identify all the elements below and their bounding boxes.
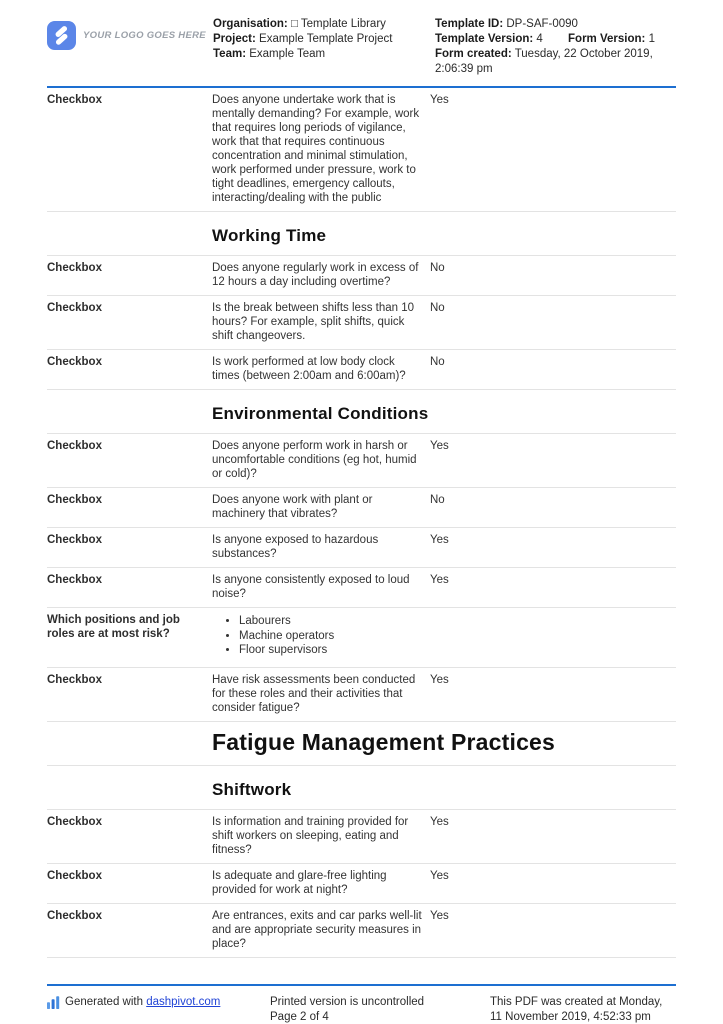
row-answer: Yes	[430, 94, 449, 106]
table-row	[47, 568, 676, 608]
template-id-value: DP-SAF-0090	[506, 18, 578, 30]
template-id-label: Template ID:	[435, 18, 504, 30]
form-version-value: 1	[648, 33, 655, 45]
bullet-list	[212, 614, 424, 657]
row-question	[212, 613, 430, 661]
section-row	[47, 212, 676, 256]
row-question: Is anyone consistently exposed to loud noise?	[212, 574, 410, 600]
form-created-label: Form created:	[435, 48, 512, 60]
row-label: Checkbox	[47, 870, 102, 882]
bar-chart-icon	[47, 996, 60, 1009]
row-answer: Yes	[430, 910, 449, 922]
template-version-pair	[435, 33, 546, 45]
row-label: Checkbox	[47, 302, 102, 314]
row-answer: Yes	[430, 870, 449, 882]
section-row	[47, 722, 676, 766]
table-row	[47, 864, 676, 904]
logo-block	[47, 17, 213, 50]
footer-generated	[47, 995, 270, 1024]
row-question: Does anyone work with plant or machinery that vibrates?	[212, 494, 373, 520]
project-value: Example Template Project	[259, 33, 393, 45]
header-meta-left	[213, 17, 435, 62]
pdf-created-text: This PDF was created at Monday, 11 November 2019, 4:52:33 pm	[490, 996, 663, 1023]
row-question: Is anyone exposed to hazardous substances?	[212, 534, 379, 560]
table-row	[47, 904, 676, 958]
row-question: Does anyone regularly work in excess of 12 hours a day including overtime?	[212, 262, 419, 288]
table-row	[47, 488, 676, 528]
row-label: Checkbox	[47, 262, 102, 274]
row-answer	[430, 613, 676, 661]
bullet-item: • Floor supervisors	[239, 643, 424, 657]
form-created-line	[435, 47, 676, 77]
organisation-line	[213, 17, 435, 32]
generated-with-text	[65, 995, 220, 1010]
table-row	[47, 608, 676, 668]
row-label: Which positions and job roles are at most risk?	[47, 614, 180, 640]
row-question: Does anyone perform work in harsh or uncomfortable conditions (eg hot, humid or cold)?	[212, 440, 417, 480]
row-answer: Yes	[430, 534, 449, 546]
table-row	[47, 528, 676, 568]
uncontrolled-text: Printed version is uncontrolled	[270, 996, 425, 1008]
row-answer: No	[430, 262, 445, 274]
organisation-label: Organisation:	[213, 18, 288, 30]
company-logo-icon	[47, 21, 76, 50]
row-answer: Yes	[430, 440, 449, 452]
table-row	[47, 256, 676, 296]
table-row	[47, 668, 676, 722]
row-label: Checkbox	[47, 534, 102, 546]
table-row	[47, 296, 676, 350]
table-row	[47, 810, 676, 864]
footer-created-at	[490, 995, 676, 1024]
table-row	[47, 88, 676, 212]
section-row	[47, 390, 676, 434]
row-label: Checkbox	[47, 356, 102, 368]
logo-placeholder-text: YOUR LOGO GOES HERE	[83, 30, 206, 41]
section-heading: Shiftwork	[212, 780, 292, 799]
page-header	[47, 0, 676, 88]
form-version-label: Form Version:	[568, 33, 646, 45]
row-question: Is the break between shifts less than 10 hours? For example, split shifts, quick shift changeovers.	[212, 302, 415, 342]
row-question: Are entrances, exits and car parks well-lit and are appropriate security measures in place?	[212, 910, 422, 950]
row-question: Is adequate and glare-free lighting provided for work at night?	[212, 870, 387, 896]
bullet-item: • Labourers	[239, 614, 424, 628]
team-label: Team:	[213, 48, 247, 60]
table-row	[47, 350, 676, 390]
row-question: Is work performed at low body clock times (between 2:00am and 6:00am)?	[212, 356, 406, 382]
row-label: Checkbox	[47, 674, 102, 686]
row-label: Checkbox	[47, 440, 102, 452]
team-value: Example Team	[249, 48, 326, 60]
team-line	[213, 47, 435, 62]
row-question: Have risk assessments been conducted for these roles and their activities that consider fatigue?	[212, 674, 416, 714]
section-row	[47, 766, 676, 810]
dashpivot-link[interactable]: dashpivot.com	[146, 996, 221, 1008]
row-label: Checkbox	[47, 494, 102, 506]
template-version-label: Template Version:	[435, 33, 534, 45]
section-heading: Working Time	[212, 226, 327, 245]
row-label: Checkbox	[47, 910, 102, 922]
row-answer: No	[430, 494, 445, 506]
form-created-value: Tuesday, 22 October 2019, 2:06:39 pm	[435, 48, 653, 75]
footer-print-info	[270, 995, 490, 1024]
section-heading: Fatigue Management Practices	[212, 729, 556, 755]
form-table	[47, 88, 676, 958]
project-line	[213, 32, 435, 47]
row-answer: No	[430, 356, 445, 368]
row-label: Checkbox	[47, 574, 102, 586]
row-question: Does anyone undertake work that is mentally demanding? For example, work that requires long periods of vigilance, work that that requires continuous concentration and minimal stimulation, work performed under pressure, work to tight deadlines, emergency callouts, interacting/dealing with the public	[212, 94, 420, 204]
row-question: Is information and training provided for shift workers on sleeping, eating and fitness?	[212, 816, 409, 856]
row-answer: No	[430, 302, 445, 314]
project-label: Project:	[213, 33, 256, 45]
row-answer: Yes	[430, 574, 449, 586]
page-number-text: Page 2 of 4	[270, 1010, 329, 1023]
template-id-line	[435, 17, 676, 32]
section-heading: Environmental Conditions	[212, 404, 429, 423]
row-label: Checkbox	[47, 816, 102, 828]
versions-line	[435, 32, 676, 47]
organisation-value: □ Template Library	[290, 18, 386, 30]
form-version-pair	[568, 33, 655, 45]
template-version-value: 4	[536, 33, 543, 45]
row-answer: Yes	[430, 674, 449, 686]
table-row	[47, 434, 676, 488]
row-label: Checkbox	[47, 94, 102, 106]
header-meta-right	[435, 17, 676, 77]
generated-with-label: Generated with	[65, 996, 143, 1008]
page-footer	[47, 984, 676, 1024]
row-answer: Yes	[430, 816, 449, 828]
bullet-item: • Machine operators	[239, 629, 424, 643]
